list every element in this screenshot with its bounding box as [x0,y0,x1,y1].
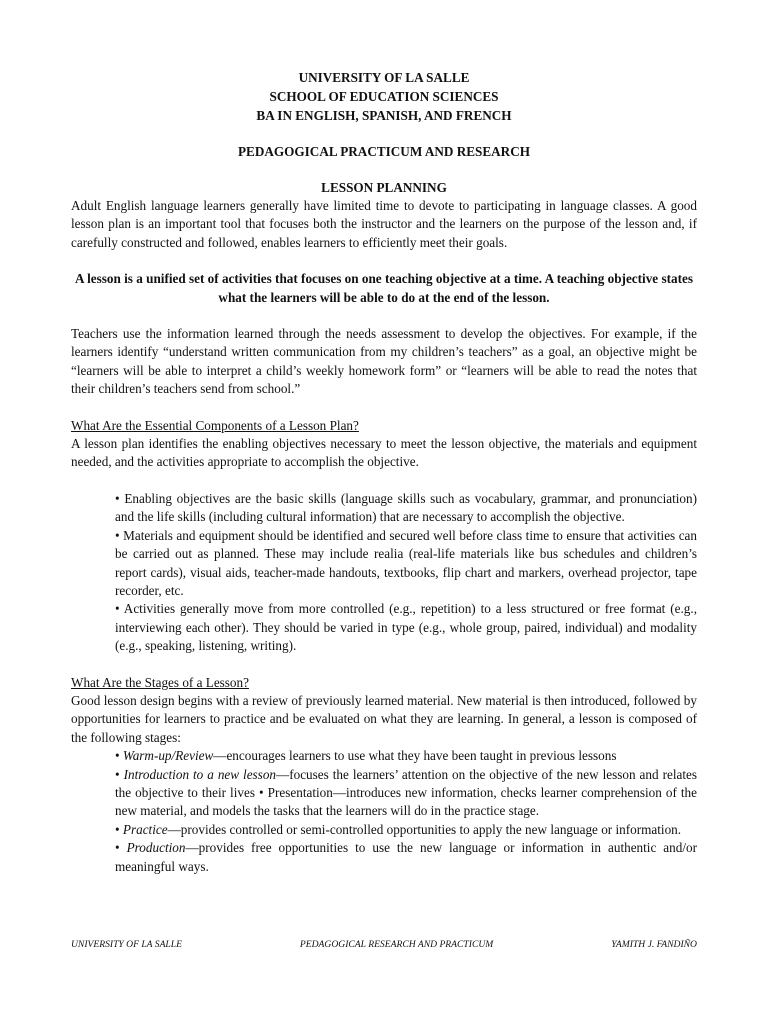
school-name: SCHOOL OF EDUCATION SCIENCES [269,89,499,104]
stages-list [115,747,697,876]
stage-text: —focuses the learners’ attention on the objective of the new lesson and relates the objective to their lives • Presentation—introduces new information, checks learner comprehension of the new material, and models the tasks that the learners will do in the practice stage. [115,766,697,819]
bullet: • [115,748,123,764]
document-page [71,68,697,876]
list-item [115,766,697,821]
bullet: • [115,766,124,782]
course-title: PEDAGOGICAL PRACTICUM AND RESEARCH [238,144,530,159]
stage-term: Production [126,840,186,856]
heading-components: What Are the Essential Components of a Lesson Plan? [71,417,359,433]
needs-paragraph: Teachers use the information learned through the needs assessment to develop the objectives. For example, if the learners identify “understand written communication from my children’s teachers” as a goal, an objective might be “learners will be able to interpret a child’s weekly homework form” or “learners will be able to read the notes that their children’s teachers send from school.” [71,326,697,397]
program-name: BA IN ENGLISH, SPANISH, AND FRENCH [256,108,512,123]
stage-term: Introduction to a new lesson [123,766,277,782]
stage-text: —encourages learners to use what they have been taught in previous lessons [213,748,617,764]
page-footer [71,936,697,954]
stages-intro: Good lesson design begins with a review of previously learned material. New material is then introduced, followed by opportunities for learners to practice and be evaluated on what they are learning. In general, a lesson is composed of the following stages: [71,692,697,745]
list-item: • Materials and equipment should be identified and secured well before class time to ensure that activities can be carried out as planned. These may include realia (real-life materials like bus schedules and children’s report cards), visual aids, teacher-made handouts, textbooks, flip chart and markers, overhead projector, tape recorder, etc. [115,527,697,598]
stage-text: —provides free opportunities to use the new language or information in authentic and/or meaningful ways. [115,840,697,874]
footer-left: UNIVERSITY OF LA SALLE [71,939,182,950]
list-item [115,747,697,765]
stage-term: Warm-up/Review [122,748,214,764]
university-name: UNIVERSITY OF LA SALLE [298,70,470,85]
list-item [115,839,697,876]
section-title: LESSON PLANNING [321,180,447,195]
stage-text: —provides controlled or semi-controlled opportunities to apply the new language or information. [167,821,682,837]
list-item: • Activities generally move from more controlled (e.g., repetition) to a less structured or free format (e.g., interviewing each other). They should be varied in type (e.g., whole group, paired, individual) and modality (e.g., speaking, listening, writing). [115,601,697,654]
list-item: • Enabling objectives are the basic skills (language skills such as vocabulary, grammar, and pronunciation) and the life skills (including cultural information) that are necessary to accomplish the objective. [115,490,697,525]
components-list [115,490,697,656]
stage-term: Practice [122,821,168,837]
bullet: • [115,840,127,856]
heading-stages: What Are the Stages of a Lesson? [71,674,249,690]
list-item [115,821,697,839]
components-intro: A lesson plan identifies the enabling objectives necessary to meet the lesson objective, the materials and equipment needed, and the activities appropriate to accomplish the objective. [71,436,697,470]
intro-paragraph: Adult English language learners generally have limited time to devote to participating in language classes. A good lesson plan is an important tool that focuses both the instructor and the learners on the purpose of the lesson and, if carefully constructed and followed, enables learners to efficiently meet their goals. [71,198,697,250]
footer-center: PEDAGOGICAL RESEARCH AND PRACTICUM [299,939,494,950]
footer-right: YAMITH J. FANDIÑO [611,939,697,950]
bullet: • [115,821,123,837]
lesson-definition: A lesson is a unified set of activities that focuses on one teaching objective at a time. A teaching objective states what the learners will be able to do at the end of the lesson. [75,271,693,305]
